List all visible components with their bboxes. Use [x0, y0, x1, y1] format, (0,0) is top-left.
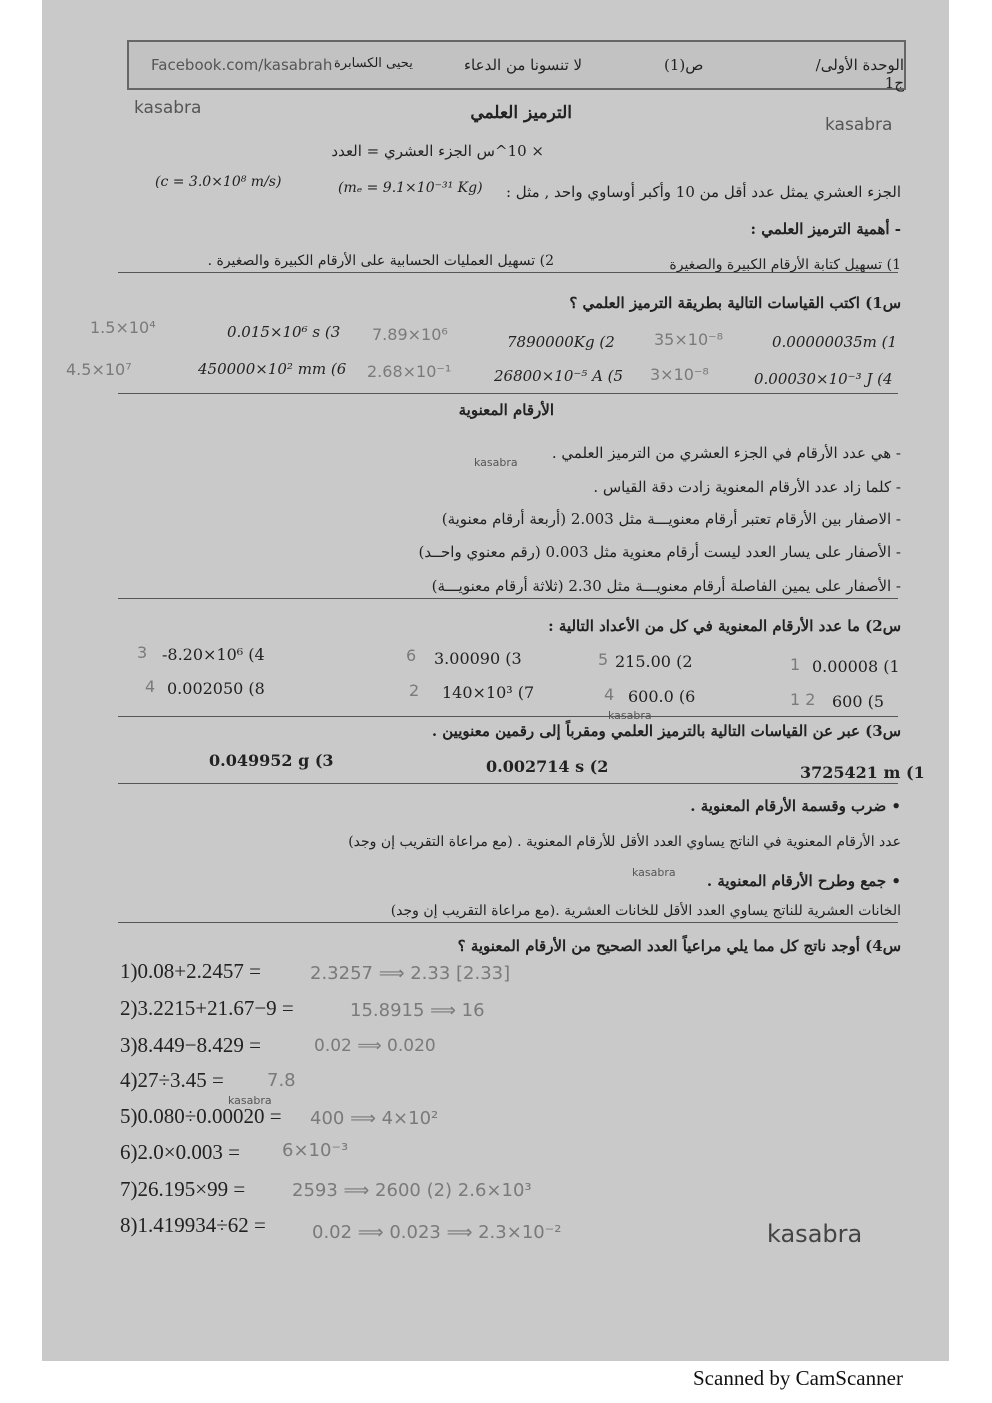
sigfigs-rule: - كلما زاد عدد الأرقام المعنوية زادت دقة القياس . [593, 478, 901, 496]
q2-answer: 3 [137, 643, 148, 662]
q4-item: 8)1.419934÷62 = [120, 1213, 266, 1237]
add-heading: • جمع وطرح الأرقام المعنوية . [706, 872, 901, 890]
q3-item: 3725421 m (1 [800, 763, 925, 782]
q2-answer: 4 [604, 685, 615, 704]
q1-answer: 4.5×10⁷ [66, 360, 132, 379]
q2-answer: 2 [409, 681, 420, 700]
q4-answer: 6×10⁻³ [282, 1140, 349, 1161]
page-title: الترميز العلمي [470, 103, 572, 123]
divider [118, 272, 898, 273]
divider [118, 393, 898, 394]
q2-answer: 6 [406, 646, 417, 665]
watermark: kasabra [474, 456, 518, 469]
q1-item: 450000×10² mm (6 [198, 360, 347, 378]
importance-item: 1) تسهيل كتابة الأرقام الكبيرة والصغيرة [669, 257, 901, 273]
divider [118, 922, 898, 923]
q4-answer: 2.3257 ⟹ 2.33 [2.33] [310, 963, 511, 984]
mul-heading: • ضرب وقسمة الأرقام المعنوية . [690, 797, 901, 815]
q1-heading: س1) اكتب القياسات التالية بطريقة الترميز العلمي ؟ [569, 294, 901, 312]
q1-item: 26800×10⁻⁵ A (5 [494, 367, 624, 385]
scanned-page [42, 0, 949, 1361]
watermark: kasabra [134, 98, 202, 118]
q2-item: 0.002050 (8 [167, 679, 265, 698]
divider [118, 598, 898, 599]
divider [118, 716, 898, 717]
decimal-rule: الجزء العشري يمثل عدد أقل من 10 وأكبر أوساوي واحد , مثل : [505, 183, 901, 201]
q4-answer: 15.8915 ⟹ 16 [350, 1000, 485, 1021]
watermark: kasabra [632, 866, 676, 879]
q1-answer: 35×10⁻⁸ [654, 330, 723, 349]
q1-item: 0.00000035m (1 [772, 333, 898, 351]
q2-item: 600 (5 [832, 692, 885, 711]
scanner-footer: Scanned by CamScanner [693, 1366, 903, 1390]
light-speed-example: (c = 3.0×10⁸ m/s) [155, 174, 282, 190]
add-rule: الخانات العشرية للناتج يساوي العدد الأقل للخانات العشرية .(مع مراعاة التقريب إن وجد) [390, 903, 901, 919]
importance-heading: - أهمية الترميز العلمي : [750, 220, 901, 238]
q4-item: 5)0.080÷0.00020 = [120, 1104, 282, 1128]
watermark-large: kasabra [767, 1220, 863, 1248]
sigfigs-rule: - هي عدد الأرقام في الجزء العشري من الترميز العلمي . [551, 444, 901, 462]
watermark: kasabra [825, 115, 893, 135]
mul-rule: عدد الأرقام المعنوية في الناتج يساوي العدد الأقل للأرقام المعنوية . (مع مراعاة التقريب إن وجد) [348, 834, 901, 850]
q4-item: 6)2.0×0.003 = [120, 1140, 240, 1164]
q4-item: 1)0.08+2.2457 = [120, 959, 261, 983]
electron-mass-example: (mₑ = 9.1×10⁻³¹ Kg) [338, 180, 483, 196]
q1-answer: 3×10⁻⁸ [650, 365, 709, 384]
sigfigs-rule: - الاصفار بين الأرقام تعتبر أرقام معنويـــة مثل 2.003 (أربعة أرقام معنوية) [441, 510, 901, 528]
q2-answer: 1 [790, 655, 801, 674]
q2-item: 140×10³ (7 [442, 683, 535, 702]
importance-item: 2) تسهيل العمليات الحسابية على الأرقام الكبيرة والصغيرة . [207, 253, 554, 269]
q4-answer: 0.02 ⟹ 0.020 [314, 1036, 436, 1056]
watermark: kasabra [228, 1094, 272, 1107]
page-header [127, 40, 906, 90]
q2-answer: 1 2 [790, 690, 816, 709]
author-name: يحيى الكسابرة [334, 56, 413, 71]
q4-answer: 2593 ⟹ 2600 (2) 2.6×10³ [292, 1180, 532, 1201]
q1-answer: 2.68×10⁻¹ [367, 362, 452, 381]
q4-answer: 400 ⟹ 4×10² [310, 1108, 439, 1129]
q4-item: 4)27÷3.45 = [120, 1068, 224, 1092]
q2-answer: 4 [145, 677, 156, 696]
q1-item: 7890000Kg (2 [507, 333, 615, 351]
q1-item: 0.015×10⁶ s (3 [227, 323, 341, 341]
q4-item: 3)8.449−8.429 = [120, 1033, 261, 1057]
q1-answer: 7.89×10⁶ [372, 325, 448, 344]
q2-heading: س2) ما عدد الأرقام المعنوية في كل من الأعداد التالية : [548, 617, 901, 635]
q4-item: 2)3.2215+21.67−9 = [120, 996, 294, 1020]
prayer-note: لا تنسونا من الدعاء [464, 56, 583, 74]
q2-item: 0.00008 (1 [812, 657, 900, 676]
q2-answer: 5 [598, 650, 609, 669]
q2-item: -8.20×10⁶ (4 [162, 645, 265, 664]
sigfigs-rule: - الأصفار على يمين الفاصلة أرقام معنويـــة مثل 2.30 (ثلاثة أرقام معنويـــة) [431, 577, 901, 595]
q4-item: 7)26.195×99 = [120, 1177, 246, 1201]
facebook-link: Facebook.com/kasabrah [151, 56, 333, 74]
q3-item: 0.002714 s (2 [486, 757, 609, 776]
q1-answer: 1.5×10⁴ [90, 318, 156, 337]
watermark: kasabra [608, 709, 652, 722]
q4-answer: 7.8 [267, 1070, 296, 1091]
q2-item: 215.00 (2 [615, 652, 693, 671]
sigfigs-rule: - الأصفار على يسار العدد ليست أرقام معنوية مثل 0.003 (رقم معنوي واحــد) [418, 543, 901, 561]
q3-heading: س3) عبر عن القياسات التالية بالترميز العلمي ومقرباً إلى رقمين معنويين . [431, 722, 901, 740]
q2-item: 3.00090 (3 [434, 649, 522, 668]
sigfigs-heading: الأرقام المعنوية [458, 401, 554, 419]
q2-item: 600.0 (6 [628, 687, 696, 706]
q4-heading: س4) أوجد ناتج كل مما يلي مراعياً العدد الصحيح من الأرقام المعنوية ؟ [457, 937, 901, 955]
q1-item: 0.00030×10⁻³ J (4 [754, 370, 893, 388]
q4-answer: 0.02 ⟹ 0.023 ⟹ 2.3×10⁻² [312, 1222, 562, 1243]
divider [118, 783, 898, 784]
formula: × 10^س الجزء العشري = العدد [331, 142, 544, 160]
q3-item: 0.049952 g (3 [209, 751, 334, 770]
unit-label: الوحدة الأولى/ج1 [815, 56, 904, 92]
page-number: ص(1) [664, 56, 704, 74]
